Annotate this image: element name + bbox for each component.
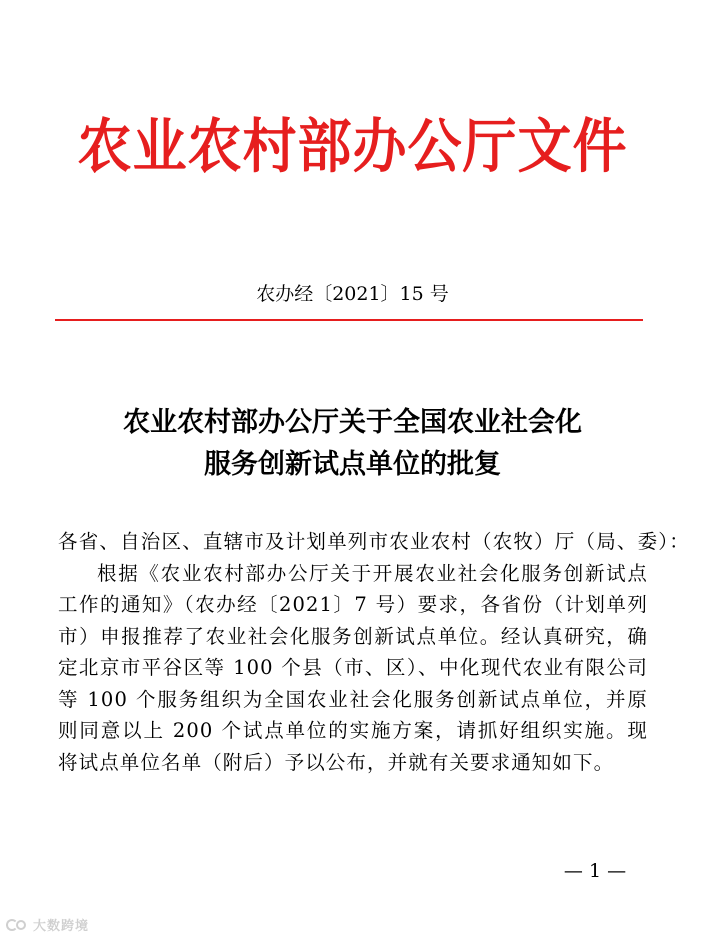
title-line-1: 农业农村部办公厅关于全国农业社会化 [123, 407, 582, 438]
title-line-2: 服务创新试点单位的批复 [204, 449, 501, 480]
document-body [58, 526, 690, 778]
cc-logo-icon [6, 918, 30, 932]
salutation: 各省、自治区、直辖市及计划单列市农业农村（农牧）厅（局、委）： [58, 530, 690, 553]
document-number: 农办经〔2021〕15 号 [256, 283, 449, 305]
red-separator-line [55, 319, 643, 321]
document-title [0, 402, 705, 486]
body-paragraph: 根据《农业农村部办公厅关于开展农业社会化服务创新试点工作的通知》（农办经〔2021〕7 号）要求，各省份（计划单列市）申报推荐了农业社会化服务创新试点单位。经认真研究，确定北京市平谷区等 100 个县（市、区）、中化现代农业有限公司等 100 个服务组织为全国农业社会化服务创新试点单位，并原则同意以上 200 个试点单位的实施方案，请抓好组织实施。现将试点单位名单（附后）予以公布，并就有关要求通知如下。 [58, 561, 648, 774]
page-number: — 1 — [563, 860, 627, 882]
watermark [6, 915, 89, 934]
watermark-text: 大数跨境 [33, 919, 90, 934]
masthead-title: 农业农村部办公厅文件 [77, 112, 628, 181]
